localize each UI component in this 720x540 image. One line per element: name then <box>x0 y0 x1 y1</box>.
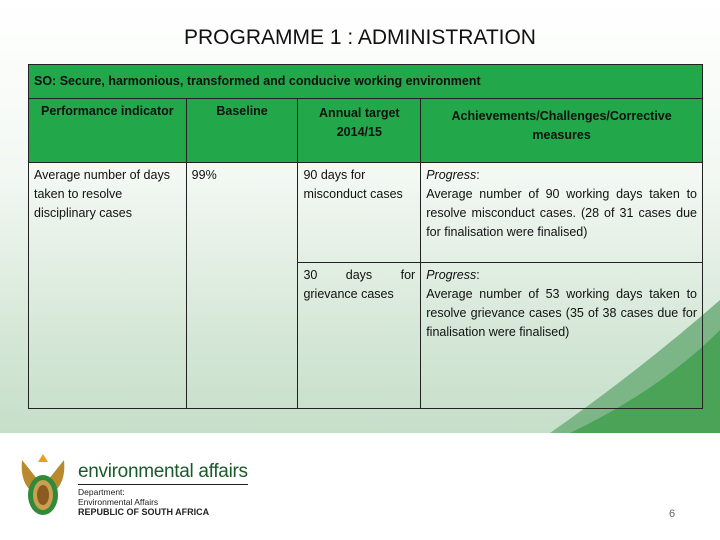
indicator-cell: Average number of days taken to resolve disciplinary cases <box>29 163 187 409</box>
brand-name: environmental affairs <box>78 461 248 485</box>
progress-label: Progress <box>426 268 477 282</box>
header-achievements: Achievements/Challenges/Corrective measures <box>421 99 703 163</box>
dept-line: Environmental Affairs <box>78 497 159 507</box>
table-row <box>29 163 703 263</box>
department-text <box>78 487 209 517</box>
dept-line: Department: <box>78 487 125 497</box>
header-indicator: Performance indicator <box>29 99 187 163</box>
performance-table <box>28 64 703 409</box>
progress-text: Average number of 90 working days taken to resolve misconduct cases. (28 of 31 cases due for finalisation were finalised) <box>426 187 697 239</box>
baseline-cell: 99% <box>186 163 298 409</box>
target-cell: 30 days for grievance cases <box>298 263 421 409</box>
slide-title: PROGRAMME 1 : ADMINISTRATION <box>184 26 536 49</box>
achievement-cell: Progress: Average number of 90 working days taken to resolve misconduct cases. (28 of 31 cases due for finalisation were finalised) <box>421 163 703 263</box>
target-cell: 90 days for misconduct cases <box>298 163 421 263</box>
progress-text: Average number of 53 working days taken to resolve grievance cases (35 of 38 cases due for finalisation were finalised) <box>426 287 697 339</box>
header-baseline: Baseline <box>186 99 298 163</box>
strategic-objective: SO: Secure, harmonious, transformed and conducive working environment <box>29 65 703 99</box>
country-line: REPUBLIC OF SOUTH AFRICA <box>78 507 210 517</box>
achievement-cell: Progress: Average number of 53 working days taken to resolve grievance cases (35 of 38 cases due for finalisation were finalised) <box>421 263 703 409</box>
progress-label: Progress <box>426 168 477 182</box>
page-number: 6 <box>669 508 676 520</box>
coat-of-arms-logo <box>18 450 68 520</box>
header-target: Annual target 2014/15 <box>298 99 421 163</box>
